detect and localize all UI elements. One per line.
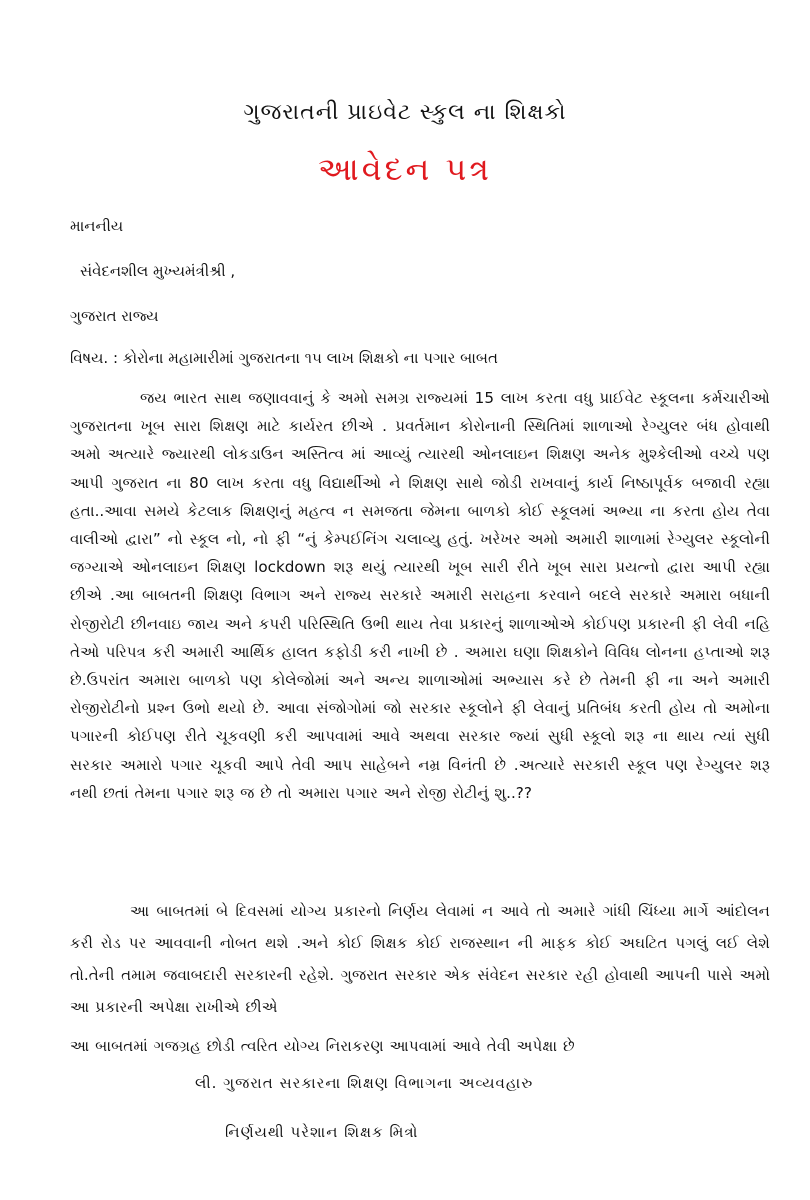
signature-line-2: નિર્ણયથી પરેશાન શિક્ષક મિત્રો bbox=[225, 1123, 419, 1141]
addressee-line-1: માનનીય bbox=[70, 217, 124, 235]
addressee-line-3: ગુજરાત રાજ્ય bbox=[70, 307, 159, 325]
subject-line: વિષય. : કોરોના મહામારીમાં ગુજરાતના ૧૫ લાખ શિક્ષકો ના પગાર બાબત bbox=[70, 349, 498, 367]
addressee-line-2: સંવેદનશીલ મુખ્યમંત્રીશ્રી , bbox=[80, 262, 236, 280]
letter-title: આવેદન પત્ર bbox=[318, 150, 492, 188]
body-paragraph-2: આ બાબતમાં બે દિવસમાં યોગ્ય પ્રકારનો નિર્ણય લેવામાં ન આવે તો અમારે ગાંધી ચિંધ્યા માર્ગે આંદોલન કરી રોડ પર આવવાની નોબત થશે .અને કોઈ શિક્ષક કોઈ રાજસ્થાન ની માફક કોઈ અઘટિત પગલું લઈ લેશે તો.તેની તમામ જવાબદારી સરકારની રહેશે. ગુજરાત સરકાર એક સંવેદન સરકાર રહી હોવાથી આપની પાસે અમો આ પ્રકારની અપેક્ષા રાખીએ છીએ bbox=[70, 902, 770, 1016]
signature-line-1: લી. ગુજરાત સરકારના શિક્ષણ વિભાગના અવ્યવહારુ bbox=[195, 1074, 534, 1092]
body-paragraph-1: જય ભારત સાથ જણાવવાનું કે અમો સમગ્ર રાજ્યમાં 15 લાખ કરતા વધુ પ્રાઈવેટ સ્કૂલના કર્મચારીઓ ગુજરાતના ખૂબ સારા શિક્ષણ માટે કાર્યરત છીએ . પ્રવર્તમાન કોરોનાની સ્થિતિમાં શાળાઓ રેગ્યુલર બંધ હોવાથી અમો અત્યારે જ્યારથી લોકડાઉન અસ્તિત્વ માં આવ્યું ત્યારથી ઓનલાઇન શિક્ષણ અનેક મુશ્કેલીઓ વચ્ચે પણ આપી ગુજરાત ના 80 લાખ કરતા વધુ વિદ્યાર્થીઓ ને શિક્ષણ સાથે જોડી રાખવાનું કાર્ય નિષ્ઠાપૂર્વક બજાવી રહ્યા હતા..આવા સમયે કેટલાક શિક્ષણનું મહત્વ ન સમજતા જેમના બાળકો કોઈ સ્કૂલમાં અભ્યા ના કરતા હોય તેવા વાલીઓ દ્વારા” નો સ્કૂલ નો, નો ફી “નું કેમ્પઈનિંગ ચલાવ્યુ હતું. ખરેખર અમો અમારી શાળામાં રેગ્યુલર સ્કૂલોની જગ્યાએ ઓનલાઇન શિક્ષણ lockdown શરૂ થયું ત્યારથી ખૂબ સારી રીતે ખૂબ સારા પ્રયત્નો દ્વારા આપી રહ્યા છીએ .આ બાબતની શિક્ષણ વિભાગ અને રાજ્ય સરકારે અમારી સરાહના કરવાને બદલે સરકારે અમારા બધાની રોજીરોટી છીનવાઇ જાય અને કપરી પરિસ્થિતિ ઉભી થાય તેવા પ્રકારનું શાળાઓએ કોઈપણ પ્રકારની ફી લેવી નહિ તેઓ પરિપત્ર કરી અમારી આર્થિક હાલત કફોડી કરી નાખી છે . અમારા ઘણા શિક્ષકોને વિવિધ લોનના હપ્તાઓ શરૂ છે.ઉપરાંત અમારા બાળકો પણ કોલેજોમાં અને અન્ય શાળાઓમાં અભ્યાસ કરે છે તેમની ફી ના અને અમારી રોજીરોટીનો પ્રશ્ન ઉભો થયો છે. આવા સંજોગોમાં જો સરકાર સ્કૂલોને ફી લેવાનું પ્રતિબંધ કરતી હોય તો અમોના પગારની કોઈપણ રીતે ચૂકવણી કરી આપવામાં આવે અથવા સરકાર જ્યાં સુધી સ્કૂલો શરૂ ના થાય ત્યાં સુધી સરકાર અમારો પગાર ચૂકવી આપે તેવી આપ સાહેબને નમ્ર વિનંતી છે .અત્યારે સરકારી સ્કૂલ પણ રેગ્યુલર શરૂ નથી છતાં તેમના પગાર શરૂ જ છે તો અમારા પગાર અને રોજી રોટીનું શુ..?? bbox=[70, 389, 770, 802]
body-paragraph-3: આ બાબતમાં ગજગ્રહ છોડી ત્વરિત યોગ્ય નિરાકરણ આપવામાં આવે તેવી અપેક્ષા છે bbox=[70, 1037, 575, 1055]
letter-heading: ગુજરાતની પ્રાઇવેટ સ્કુલ ના શિક્ષકો bbox=[243, 100, 567, 125]
